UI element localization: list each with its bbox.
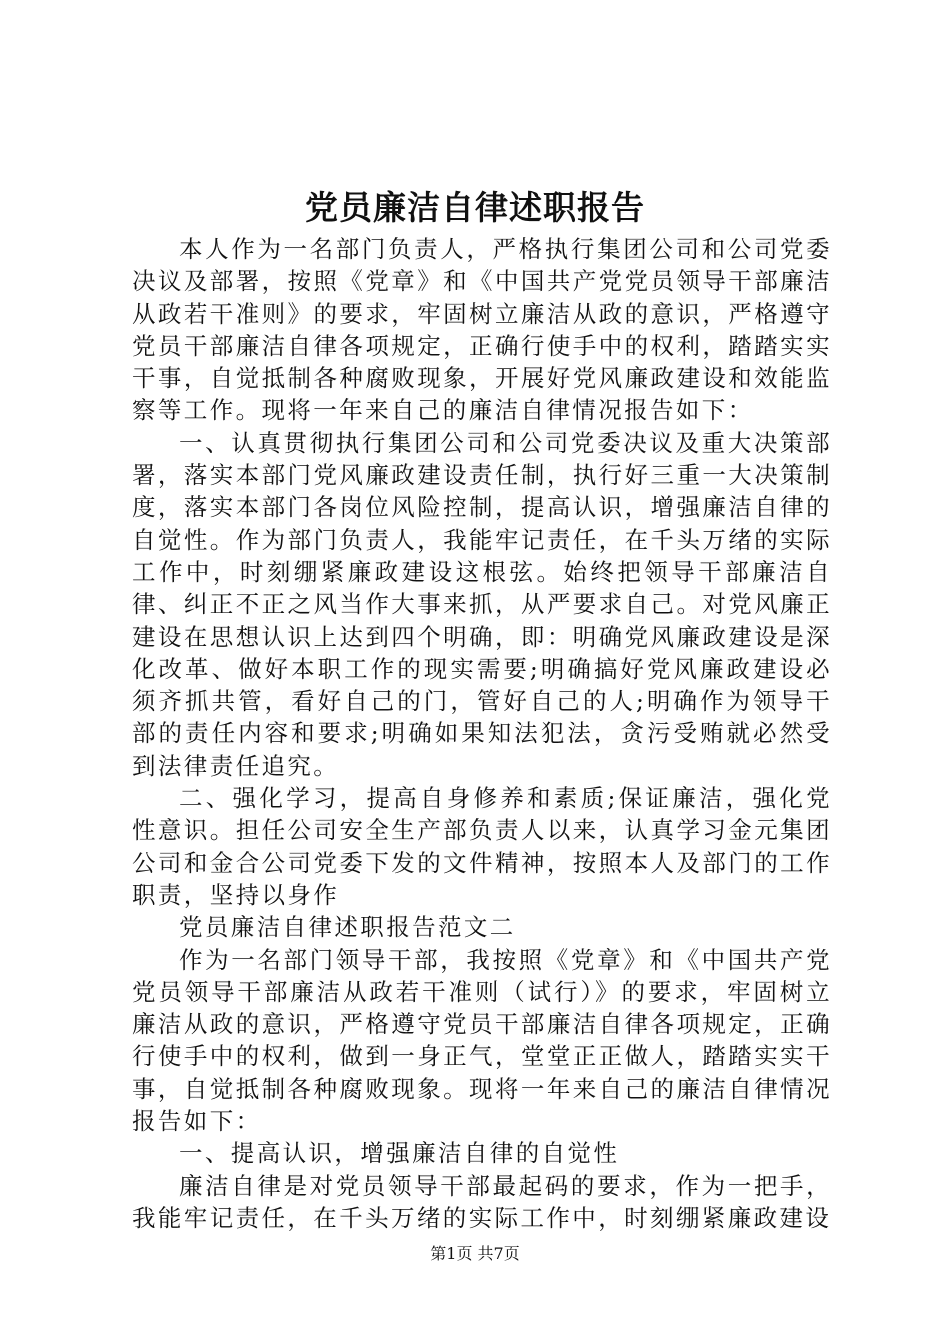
paragraph: 本人作为一名部门负责人，严格执行集团公司和公司党委决议及部署，按照《党章》和《中国共产党党员领导干部廉洁从政若干准则》的要求，牢固树立廉洁从政的意识，严格遵守党员干部廉洁自律各项规定，正确行使手中的权利，踏踏实实干事，自觉抵制各种腐败现象，开展好党风廉政建设和效能监察等工作。现将一年来自己的廉洁自律情况报告如下： — [132, 235, 832, 425]
section-heading: 党员廉洁自律述职报告范文二 — [179, 913, 516, 942]
document-title: 党员廉洁自律述职报告 — [305, 188, 645, 227]
paragraph: 一、认真贯彻执行集团公司和公司党委决议及重大决策部署，落实本部门党风廉政建设责任制，执行好三重一大决策制度，落实本部门各岗位风险控制，提高认识，增强廉洁自律的自觉性。作为部门负责人，我能牢记责任，在千头万绪的实际工作中，时刻绷紧廉政建设这根弦。始终把领导干部廉洁自律、纠正不正之风当作大事来抓，从严要求自己。对党风廉正建设在思想认识上达到四个明确，即：明确党风廉政建设是深化改革、做好本职工作的现实需要;明确搞好党风廉政建设必须齐抓共管，看好自己的门，管好自己的人;明确作为领导干部的责任内容和要求;明确如果知法犯法，贪污受贿就必然受到法律责任追究。 — [132, 428, 832, 780]
paragraph: 廉洁自律是对党员领导干部最起码的要求，作为一把手，我能牢记责任，在千头万绪的实际工作中，时刻绷紧廉政建设 — [132, 1171, 832, 1232]
paragraph: 作为一名部门领导干部，我按照《党章》和《中国共产党党员领导干部廉洁从政若干准则（试行）》的要求，牢固树立廉洁从政的意识，严格遵守党员干部廉洁自律各项规定，正确行使手中的权利，做到一身正气，堂堂正正做人，踏踏实实干事，自觉抵制各种腐败现象。现将一年来自己的廉洁自律情况报告如下： — [132, 945, 832, 1136]
document-body — [132, 233, 832, 1234]
paragraph: 二、强化学习，提高自身修养和素质;保证廉洁，强化党性意识。担任公司安全生产部负责人以来，认真学习金元集团公司和金合公司党委下发的文件精神，按照本人及部门的工作职责，坚持以身作 — [132, 784, 832, 909]
section-heading: 一、提高认识，增强廉洁自律的自觉性 — [179, 1139, 620, 1168]
page-number: 第1页 共7页 — [430, 1244, 520, 1263]
